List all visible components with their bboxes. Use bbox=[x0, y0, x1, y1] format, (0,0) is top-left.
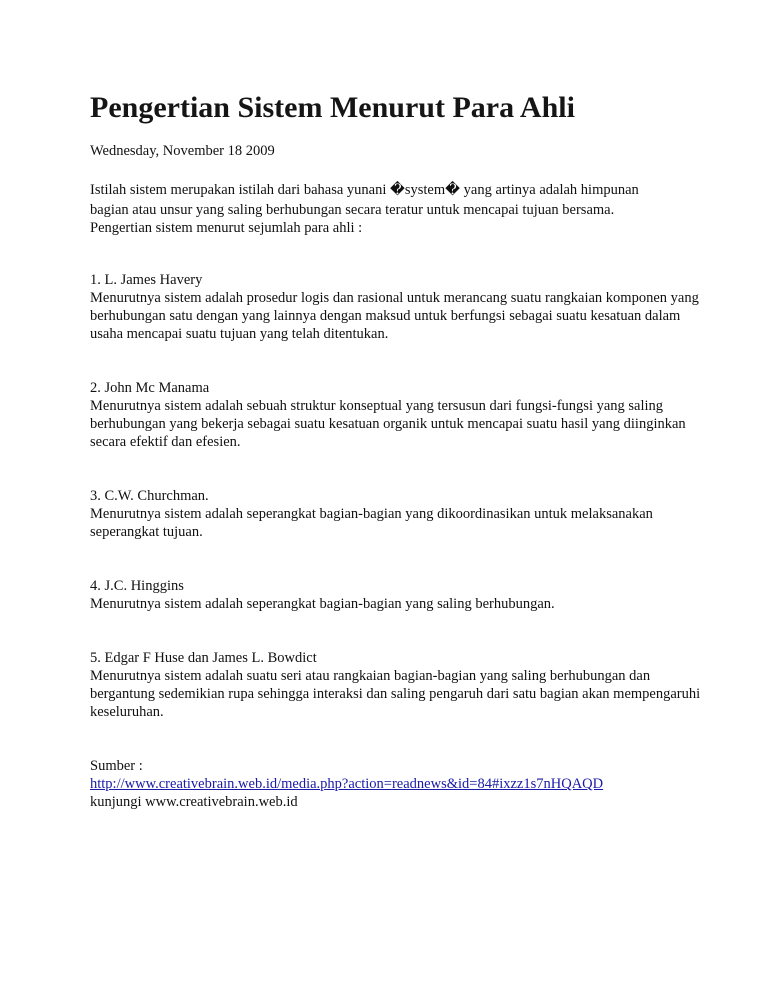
definition-heading: 4. J.C. Hinggins bbox=[90, 578, 184, 594]
intro-paragraph bbox=[90, 179, 710, 237]
definition-heading: 2. John Mc Manama bbox=[90, 380, 210, 396]
source-block bbox=[90, 757, 710, 811]
definition-heading: 1. L. James Havery bbox=[90, 272, 203, 288]
document-page bbox=[90, 86, 710, 811]
definition-5 bbox=[90, 649, 710, 721]
post-date: Wednesday, November 18 2009 bbox=[90, 143, 275, 159]
page-title: Pengertian Sistem Menurut Para Ahli bbox=[90, 91, 575, 124]
intro-line-1: Istilah sistem merupakan istilah dari bahasa yunani �system� yang artinya adalah himpunan bbox=[90, 182, 639, 198]
definition-2 bbox=[90, 379, 710, 451]
definition-4 bbox=[90, 577, 710, 613]
source-link[interactable]: http://www.creativebrain.web.id/media.php?action=readnews&id=84#ixzz1s7nHQAQD bbox=[90, 776, 604, 792]
definition-heading: 5. Edgar F Huse dan James L. Bowdict bbox=[90, 650, 317, 666]
intro-line-2: bagian atau unsur yang saling berhubungan secara teratur untuk mencapai tujuan bersama. bbox=[90, 202, 615, 218]
visit-text: kunjungi www.creativebrain.web.id bbox=[90, 794, 298, 810]
definition-heading: 3. C.W. Churchman. bbox=[90, 488, 209, 504]
definition-1 bbox=[90, 271, 710, 343]
definition-body: Menurutnya sistem adalah suatu seri atau rangkaian bagian-bagian yang saling berhubungan dan bergantung sedemikian rupa sehingga interaksi dan saling pengaruh dari satu bagian akan mempengaruhi keseluruhan. bbox=[90, 668, 701, 720]
intro-line-3: Pengertian sistem menurut sejumlah para ahli : bbox=[90, 220, 363, 236]
definition-body: Menurutnya sistem adalah sebuah struktur konseptual yang tersusun dari fungsi-fungsi yang saling berhubungan yang bekerja sebagai suatu kesatuan organik untuk mencapai suatu hasil yang diinginkan secara efektif dan efesien. bbox=[90, 398, 686, 450]
definition-body: Menurutnya sistem adalah seperangkat bagian-bagian yang dikoordinasikan untuk melaksanakan seperangkat tujuan. bbox=[90, 506, 653, 540]
definition-body: Menurutnya sistem adalah seperangkat bagian-bagian yang saling berhubungan. bbox=[90, 596, 555, 612]
source-label: Sumber : bbox=[90, 758, 143, 774]
definition-3 bbox=[90, 487, 710, 541]
definition-body: Menurutnya sistem adalah prosedur logis dan rasional untuk merancang suatu rangkaian komponen yang berhubungan satu dengan yang lainnya dengan maksud untuk berfungsi sebagai suatu kesatuan dalam usaha mencapai suatu tujuan yang telah ditentukan. bbox=[90, 290, 699, 342]
